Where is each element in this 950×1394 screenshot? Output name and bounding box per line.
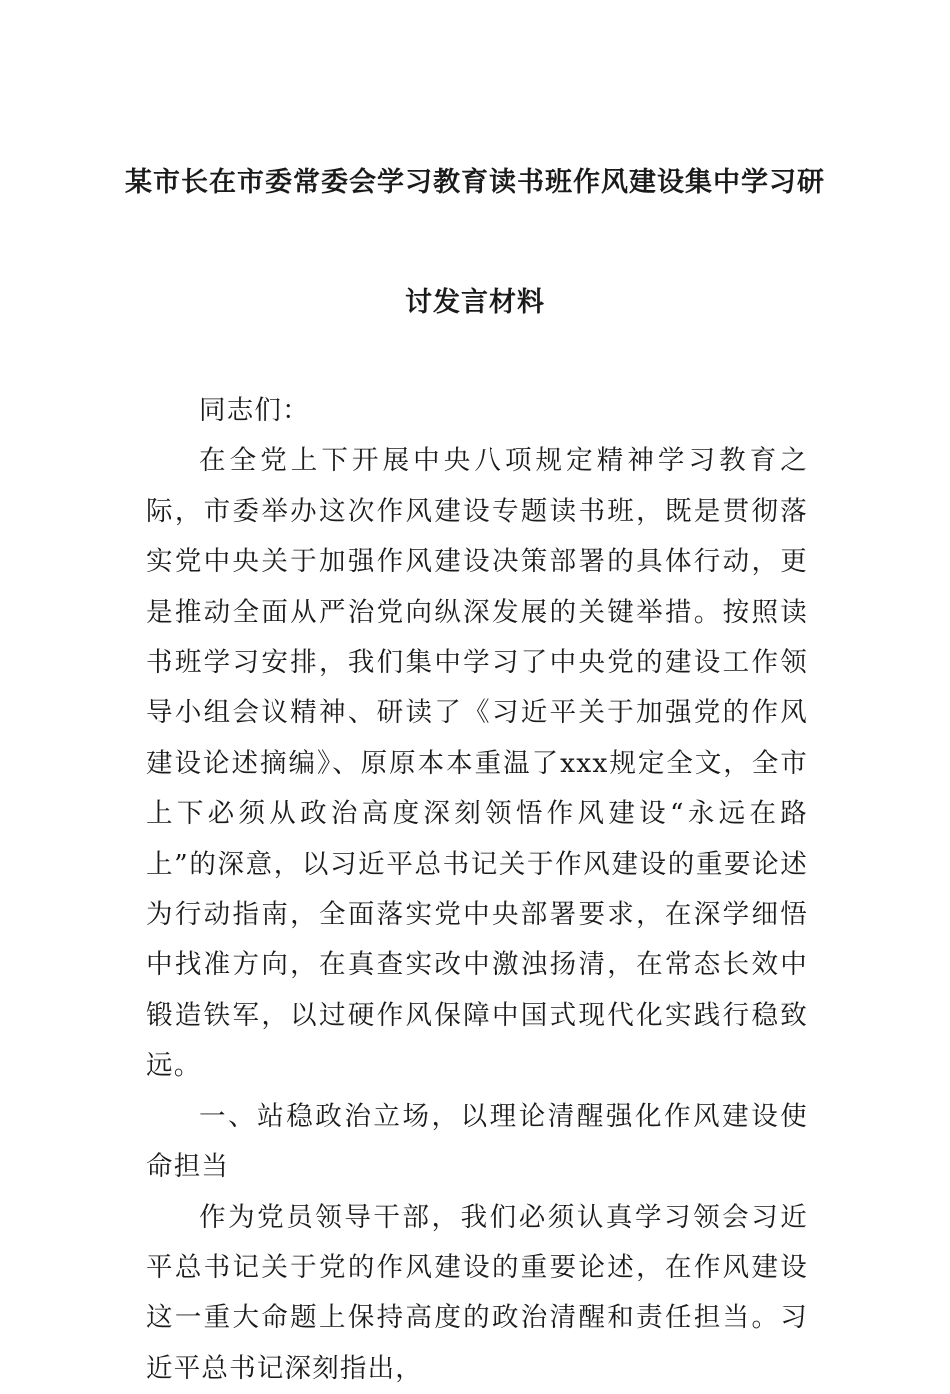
salutation: 同志们： — [146, 386, 808, 436]
document-title-line-1: 某市长在市委常委会学习教育读书班作风建设集中学习研 — [120, 160, 830, 199]
paragraph-intro: 在全党上下开展中央八项规定精神学习教育之际，市委举办这次作风建设专题读书班，既是贯彻落实党中央关于加强作风建设决策部署的具体行动，更是推动全面从严治党向纵深发展的关键举措。按照读书班学习安排，我们集中学习了中央党的建设工作领导小组会议精神、研读了《习近平关于加强党的作风建设论述摘编》、原原本本重温了xxx规定全文，全市上下必须从政治高度深刻领悟作风建设“永远在路上”的深意，以习近平总书记关于作风建设的重要论述为行动指南，全面落实党中央部署要求，在深学细悟中找准方向，在真查实改中激浊扬清，在常态长效中锻造铁军，以过硬作风保障中国式现代化实践行稳致远。 — [146, 436, 808, 1091]
paragraph-section-1: 作为党员领导干部，我们必须认真学习领会习近平总书记关于党的作风建设的重要论述，在作风建设这一重大命题上保持高度的政治清醒和责任担当。习近平总书记深刻指出， — [146, 1193, 808, 1394]
section-heading-1: 一、站稳政治立场，以理论清醒强化作风建设使命担当 — [146, 1092, 808, 1193]
document-title-line-2: 讨发言材料 — [120, 280, 830, 319]
document-body — [146, 386, 808, 1394]
